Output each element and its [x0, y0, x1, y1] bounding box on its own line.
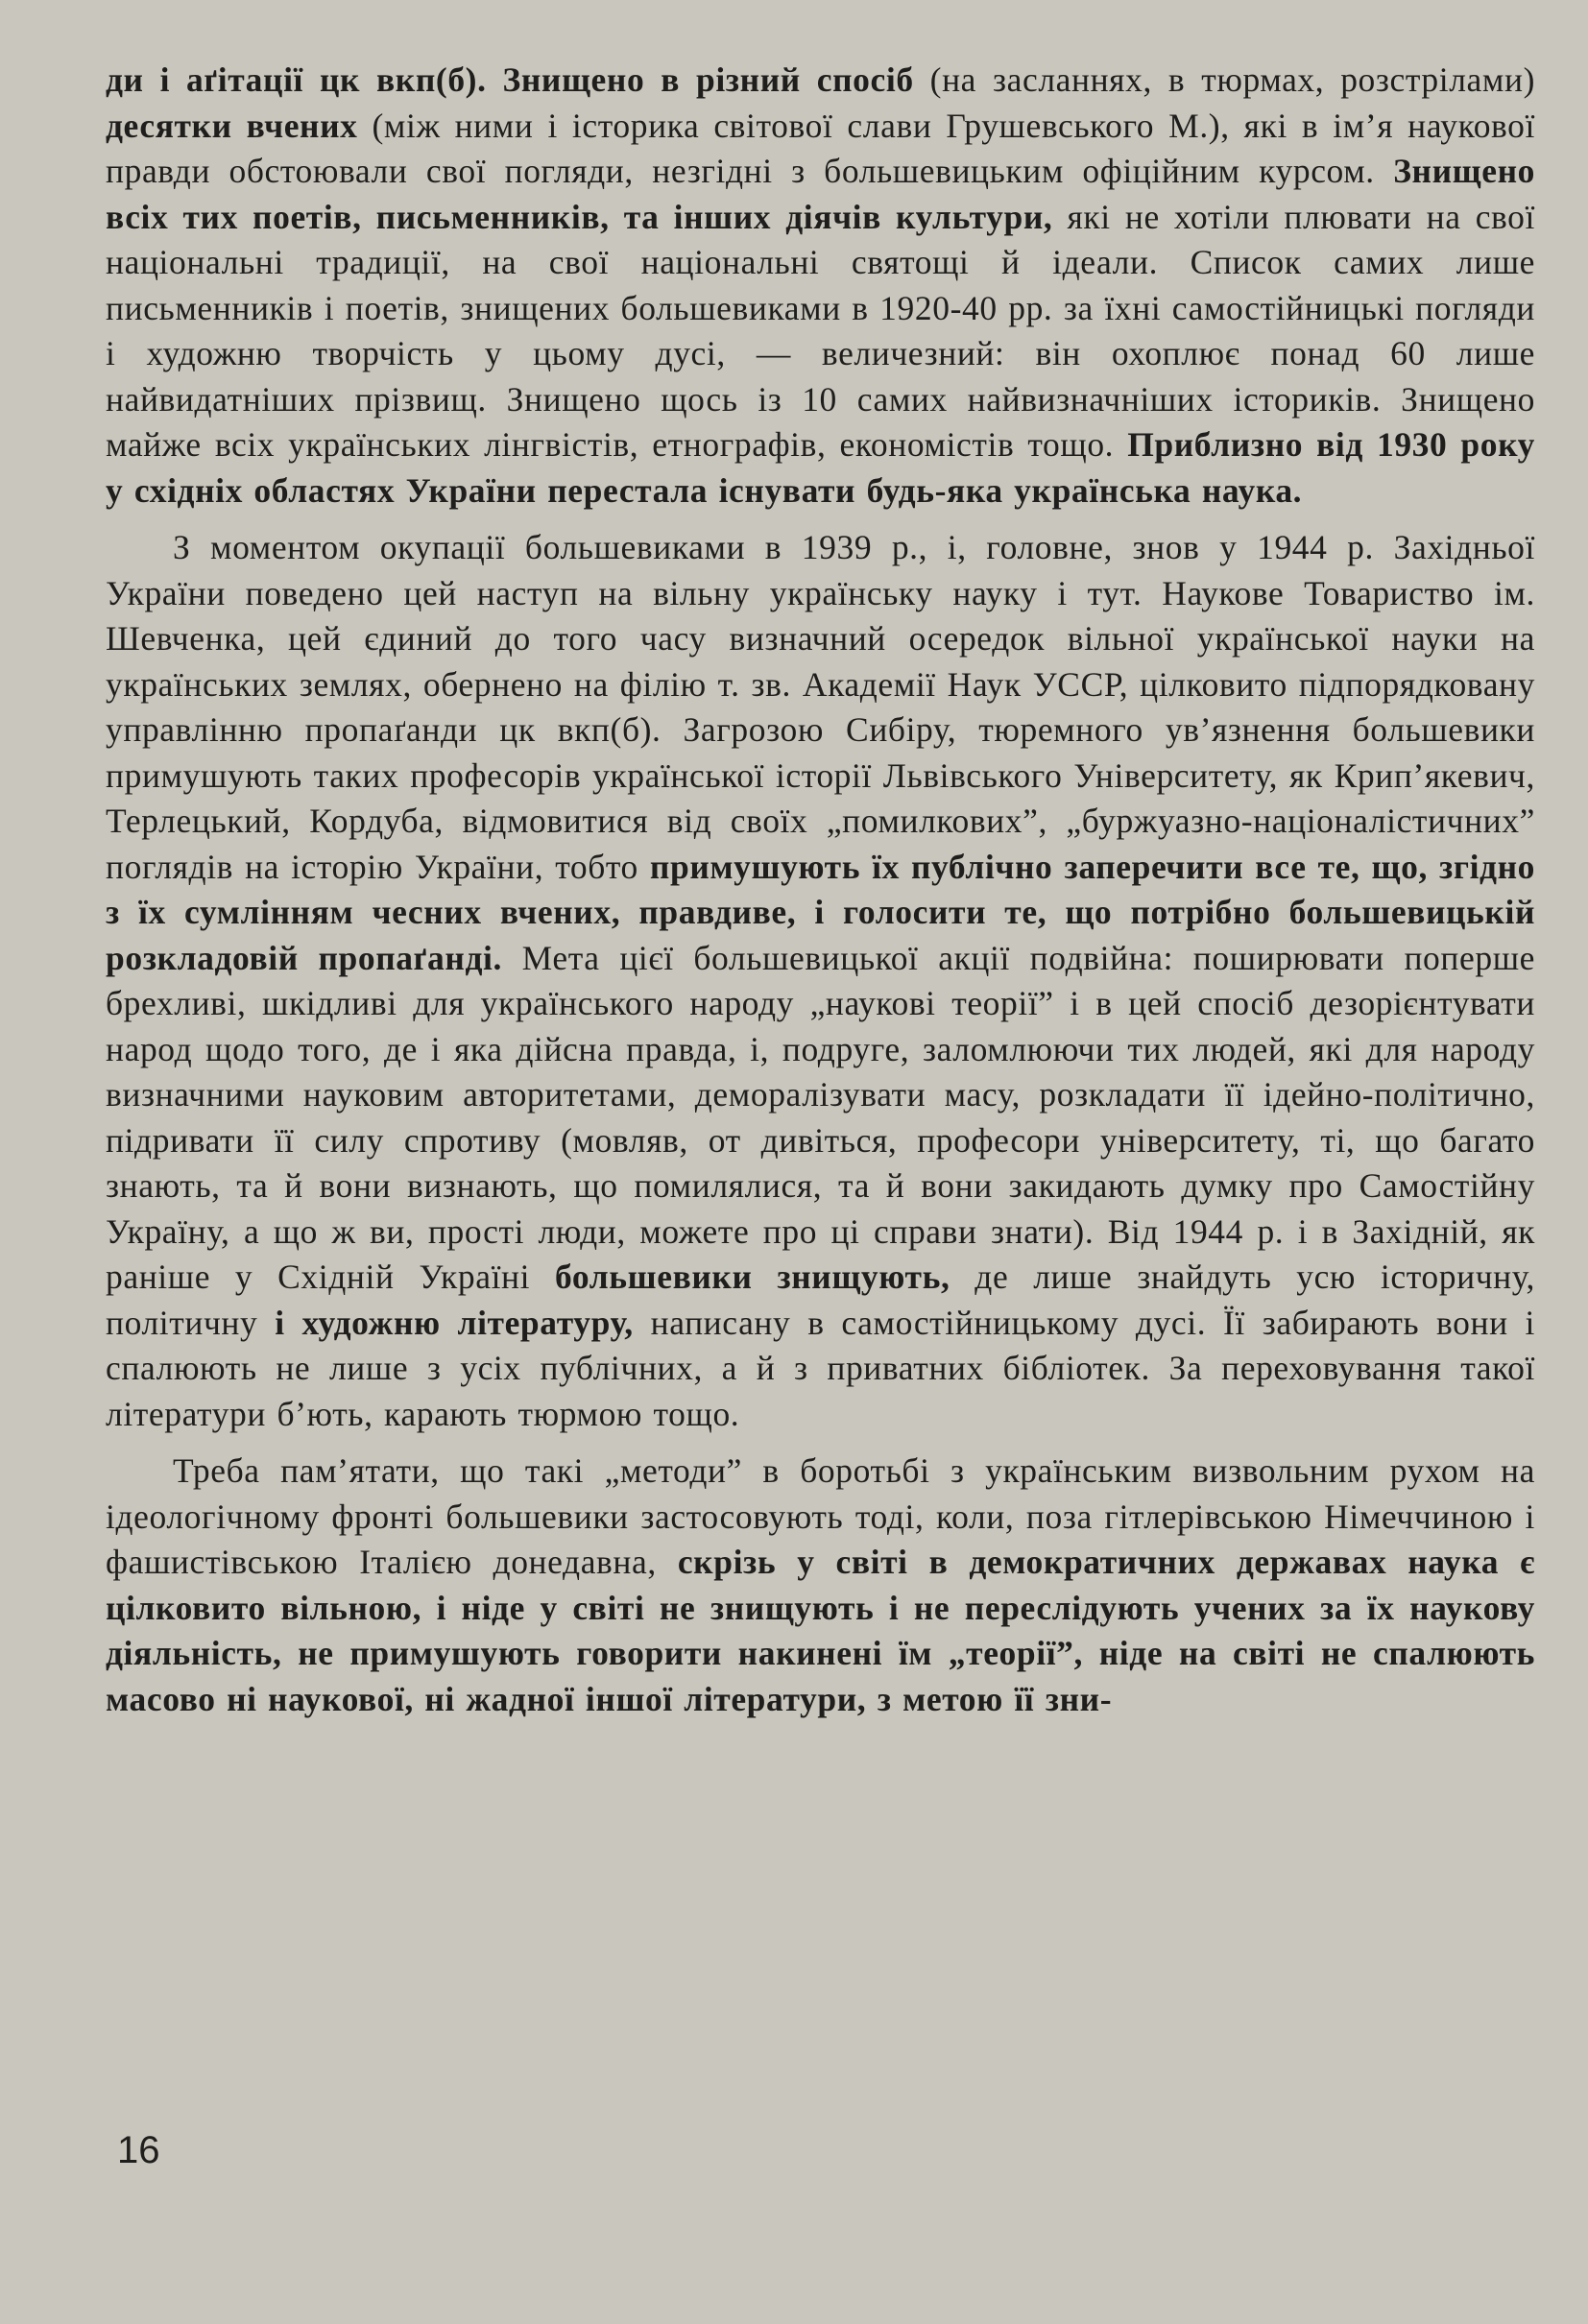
text-run: Треба пам’ятати, що такі „методи” в боротьбі з українським визвольним рухом на ідеологічному фронті большевики застосовують тоді, коли, поза гітлерівською Німеччиною і фашистівською Італією донедавна,: [106, 1451, 1535, 1581]
text-run: Мета цієї большевицької акції подвійна: поширювати поперше брехливі, шкідливі для українського народу „наукові теорії” і в цей спосіб дезорієнтувати народ щодо того, де і яка дійсна правда, і, подруге, заломлюючи тих людей, які для народу визначними науковим авторитетами, деморалізувати масу, розкладати її ідейно-політично, підривати її силу спротиву (мовляв, от дивіться, професори університету, ті, що багато знають, та й вони визнають, що помилялися, та й вони закидають думку про Самостійну Україну, а що ж ви, прості люди, можете про ці справи знати). Від 1944 р. і в Західній, як раніше у Східній Україні: [106, 938, 1536, 1296]
bold-text-run: ди і аґітації цк вкп(б).: [106, 60, 503, 99]
bold-text-run: і художню літературу,: [275, 1303, 634, 1342]
bold-text-run: скрізь у світі в демократичних державах наука є цілковито вільною, і ніде у світі не знищують і не переслідують учених за їх наукову діяльність, не примушують говорити накинені їм „теорії”, ніде на світі не спалюють масово ні наукової, ні жадної іншої літератури, з метою її зни-: [106, 1543, 1535, 1718]
paragraph-2: [106, 525, 1535, 1437]
bold-text-run: Знищено всіх тих поетів, письменників, та інших діячів культури,: [106, 152, 1535, 236]
bold-text-run: Приблизно від 1930 року у східніх областях України перестала існувати будь-яка українська наука.: [106, 425, 1535, 510]
paragraph-1: [106, 58, 1535, 514]
bold-text-run: десятки вчених: [106, 106, 358, 145]
text-run: де лише знайдуть усю історичну, політичну: [106, 1258, 1536, 1342]
page-number: 16: [117, 2129, 160, 2171]
bold-text-run: примушують їх публічно заперечити все те, що, згідно з їх сумлінням чесних вчених, правдиве, і голосити те, що потрібно большевицькій розкладовій пропаґанді.: [106, 847, 1535, 977]
text-run: написану в самостійницькому дусі. Її забирають вони і спалюють не лише з усіх публічних, а й з приватних бібліотек. За переховування такої літератури б’ють, карають тюрмою тощо.: [106, 1303, 1535, 1433]
text-run: (на засланнях, в тюрмах, розстрілами): [913, 60, 1536, 99]
text-run: (між ними і історика світової слави Грушевського М.), які в ім’я наукової правди обстоювали свої погляди, незгідні з большевицьким офіційним курсом.: [106, 106, 1535, 190]
text-run: які не хотіли плювати на свої національні традиції, на свої національні святощі й ідеали. Список самих лише письменників і поетів, знищених большевиками в 1920-40 рр. за їхні самостійницькі погляди і художню творчість у цьому дусі, — величезний: він охоплює понад 60 лише найвидатніших прізвищ. Знищено щось із 10 самих найвизначніших істориків. Знищено майже всіх українських лінгвістів, етнографів, економістів тощо.: [106, 197, 1535, 464]
bold-text-run: большевики знищують,: [555, 1258, 950, 1296]
bold-text-run: Знищено в різний спосіб: [502, 60, 914, 99]
text-run: З моментом окупації большевиками в 1939 р., і, головне, знов у 1944 р. Західньої України поведено цей наступ на вільну українську науку і тут. Наукове Товариство ім. Шевченка, цей єдиний до того часу визначний осередок вільної української науки на українських землях, обернено на філію т. зв. Академії Наук УССР, цілковито підпорядковану управлінню пропаґанди цк вкп(б). Загрозою Сибіру, тюремного ув’язнення большевики примушують таких професорів української історії Львівського Університету, як Крип’якевич, Терлецький, Кордуба, відмовитися від своїх „помилкових”, „буржуазно-націоналістичних” поглядів на історію України, тобто: [106, 528, 1535, 886]
paragraph-3: [106, 1449, 1535, 1722]
